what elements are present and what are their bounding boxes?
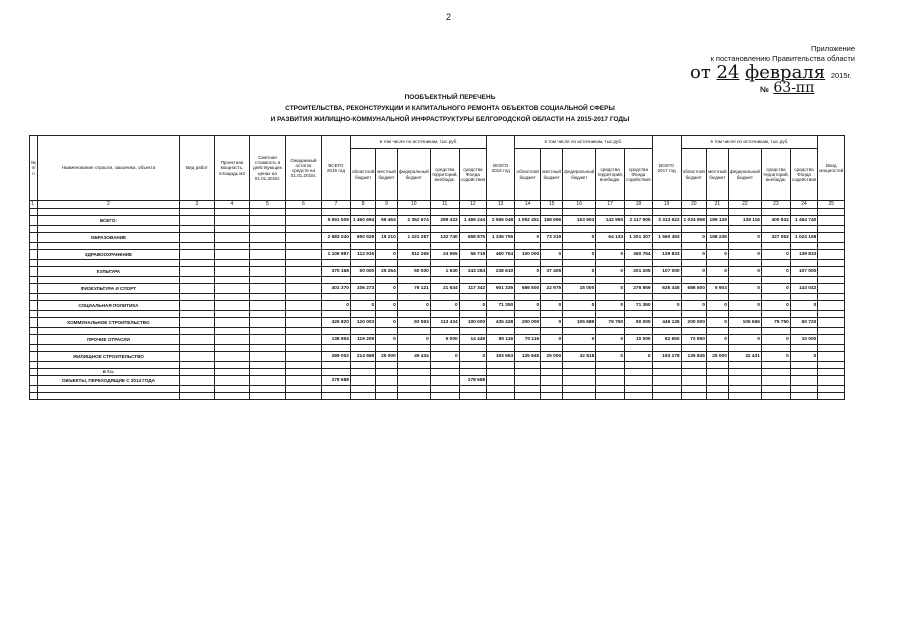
table-row xyxy=(30,250,845,260)
header-regional-2015: областной бюджет xyxy=(350,149,375,201)
value-cell: 0 xyxy=(728,267,761,277)
value-cell: 193 663 xyxy=(487,352,515,362)
value-cell: 135 845 xyxy=(681,352,706,362)
value-cell: 0 xyxy=(541,318,563,328)
value-cell: 901 335 xyxy=(487,284,515,294)
header-regional-2017: областной бюджет xyxy=(681,149,706,201)
row-label: ВСЕГО: xyxy=(37,216,179,226)
value-cell: 82 650 xyxy=(652,335,681,345)
value-cell: 100 000 xyxy=(515,250,541,260)
value-cell: 10 000 xyxy=(790,335,818,345)
value-cell: 1 034 958 xyxy=(681,216,706,226)
value-cell: 2 683 040 xyxy=(321,233,350,243)
row-label: КУЛЬТУРА xyxy=(37,267,179,277)
value-cell: 400 832 xyxy=(761,216,790,226)
value-cell: 0 xyxy=(681,250,706,260)
header-commission: Ввод мощностей xyxy=(818,136,845,201)
header-total-2015: ВСЕГО 2015 год xyxy=(321,136,350,201)
value-cell: 0 xyxy=(790,352,818,362)
value-cell: 201 205 xyxy=(625,267,653,277)
header-extra-2016: средства территорий, внебюдж. xyxy=(596,149,625,201)
header-expected-balance: Ожидаемый остаток средств на 01.01.2015г. xyxy=(285,136,321,201)
value-cell: 139 833 xyxy=(652,250,681,260)
value-cell: 299 433 xyxy=(430,216,459,226)
header-name: Наименование отрасли, заказчика, объекта xyxy=(37,136,179,201)
value-cell: 25 254 xyxy=(376,267,398,277)
value-cell: 0 xyxy=(761,352,790,362)
value-cell: 50 000 xyxy=(397,267,430,277)
value-cell: 327 062 xyxy=(761,233,790,243)
value-cell: 0 xyxy=(563,301,596,311)
value-cell: 25 000 xyxy=(541,352,563,362)
column-number: 1 xyxy=(30,201,38,209)
value-cell: 0 xyxy=(706,267,728,277)
value-cell: 69 464 xyxy=(376,216,398,226)
resolution-number xyxy=(760,80,815,96)
value-cell: 276 859 xyxy=(625,284,653,294)
header-regional-2016: областной бюджет xyxy=(515,149,541,201)
value-cell: 289 002 xyxy=(321,352,350,362)
value-cell: 0 xyxy=(430,301,459,311)
column-number: 8 xyxy=(350,201,375,209)
value-cell: 686 500 xyxy=(515,284,541,294)
spacer-row xyxy=(30,260,845,267)
value-cell: 0 xyxy=(596,284,625,294)
value-cell: 0 xyxy=(376,318,398,328)
value-cell: 360 764 xyxy=(625,250,653,260)
column-number: 15 xyxy=(541,201,563,209)
title-line-3: И РАЗВИТИЯ ЖИЛИЩНО-КОММУНАЛЬНОЙ ИНФРАСТРУКТУРЫ БЕЛГОРОДСКОЙ ОБЛАСТИ НА 2015-2017 ГОДЫ xyxy=(270,116,630,123)
value-cell: 143 042 xyxy=(790,284,818,294)
table-row xyxy=(30,318,845,328)
value-cell: 0 xyxy=(728,335,761,345)
value-cell: 158 236 xyxy=(706,233,728,243)
value-cell: 5 903 xyxy=(706,284,728,294)
title-line-2: СТРОИТЕЛЬСТВА, РЕКОНСТРУКЦИИ И КАПИТАЛЬНОГО РЕМОНТА ОБЪЕКТОВ СОЦИАЛЬНОЙ СФЕРЫ xyxy=(285,105,615,112)
value-cell: 49 434 xyxy=(397,352,430,362)
value-cell: 0 xyxy=(563,250,596,260)
value-cell: 2 555 048 xyxy=(487,216,515,226)
column-number: 20 xyxy=(681,201,706,209)
value-cell: 0 xyxy=(761,335,790,345)
transit-label: ОБЪЕКТЫ, ПЕРЕХОДЯЩИЕ С 2014 ГОДА xyxy=(37,376,179,386)
value-cell: 1 469 244 xyxy=(459,216,487,226)
table-row xyxy=(30,335,845,345)
table-body xyxy=(30,209,845,400)
value-cell: 0 xyxy=(625,352,653,362)
header-estimated-cost: Сметная стоимость в действующих ценах на 01.01.2015г. xyxy=(249,136,285,201)
value-cell: 0 xyxy=(596,250,625,260)
value-cell: 79 750 xyxy=(761,318,790,328)
value-cell: 0 xyxy=(728,301,761,311)
row-label: СОЦИАЛЬНАЯ ПОЛИТИКА xyxy=(37,301,179,311)
value-cell: 446 135 xyxy=(652,318,681,328)
row-label: ЖИЛИЩНОЕ СТРОИТЕЛЬСТВО xyxy=(37,352,179,362)
value-cell: 0 xyxy=(681,267,706,277)
value-cell: 0 xyxy=(563,233,596,243)
row-label: КОММУНАЛЬНОЕ СТРОИТЕЛЬСТВО xyxy=(37,318,179,328)
value-cell: 1 460 694 xyxy=(350,216,375,226)
header-federal-2015: федеральный бюджет xyxy=(397,149,430,201)
value-cell: 401 370 xyxy=(321,284,350,294)
value-cell: 64 133 xyxy=(596,233,625,243)
value-cell: 50 000 xyxy=(625,318,653,328)
column-number: 5 xyxy=(249,201,285,209)
header-federal-2017: федеральный бюджет xyxy=(728,149,761,201)
header-fund-2015: средства Фонда содействия xyxy=(459,149,487,201)
value-cell: 10 000 xyxy=(625,335,653,345)
column-number: 2 xyxy=(37,201,179,209)
header-local-2017: местный бюджет xyxy=(706,149,728,201)
value-cell: 1 024 168 xyxy=(790,233,818,243)
value-cell: 0 xyxy=(459,352,487,362)
spacer-row xyxy=(30,311,845,318)
value-cell: 0 xyxy=(706,335,728,345)
value-cell: 15 000 xyxy=(563,284,596,294)
spacer-row xyxy=(30,294,845,301)
value-cell: 1 630 xyxy=(430,267,459,277)
header-extra-2017: средства территорий, внебюдж. xyxy=(761,149,790,201)
value-cell: 0 xyxy=(681,233,706,243)
value-cell: 0 xyxy=(761,284,790,294)
column-number: 7 xyxy=(321,201,350,209)
value-cell: 0 xyxy=(397,335,430,345)
column-number: 4 xyxy=(214,201,249,209)
spacer-row xyxy=(30,226,845,233)
header-total-2017: ВСЕГО 2017 год xyxy=(652,136,681,201)
value-cell: 0 xyxy=(728,284,761,294)
table-row xyxy=(30,233,845,243)
value-cell: 1 221 287 xyxy=(397,233,430,243)
column-number: 21 xyxy=(706,201,728,209)
value-cell: 243 284 xyxy=(459,267,487,277)
value-cell: 0 xyxy=(596,301,625,311)
header-sources-2017: в том числе по источникам, тыс.руб. xyxy=(681,136,818,149)
value-cell: 0 xyxy=(761,301,790,311)
value-cell: 80 116 xyxy=(487,335,515,345)
title-line-1: ПООБЪЕКТНЫЙ ПЕРЕЧЕНЬ xyxy=(404,94,496,101)
value-cell: 5 691 509 xyxy=(321,216,350,226)
appendix-block xyxy=(620,44,855,64)
table-row xyxy=(30,352,845,362)
value-cell: 635 445 xyxy=(652,284,681,294)
spacer-row xyxy=(30,362,845,369)
value-cell: 37 405 xyxy=(541,267,563,277)
value-cell: 14 445 xyxy=(459,335,487,345)
header-local-2015: местный бюджет xyxy=(376,149,398,201)
header-federal-2016: федеральный бюджет xyxy=(563,149,596,201)
header-work-type: Вид работ xyxy=(179,136,214,201)
appendix-resolution: к постановлению Правительства области xyxy=(710,54,855,63)
value-cell: 119 209 xyxy=(350,335,375,345)
value-cell: 238 610 xyxy=(487,267,515,277)
value-cell: 71 350 xyxy=(487,301,515,311)
value-cell: 0 xyxy=(376,250,398,260)
value-cell: 0 xyxy=(596,335,625,345)
value-cell: 138 954 xyxy=(321,335,350,345)
value-cell: 214 568 xyxy=(350,352,375,362)
value-cell: 0 xyxy=(397,301,430,311)
value-cell: 426 820 xyxy=(321,318,350,328)
column-number: 11 xyxy=(430,201,459,209)
value-cell: 1 106 887 xyxy=(321,250,350,260)
value-cell: 0 xyxy=(376,284,398,294)
row-label: ФИЗКУЛЬТУРА И СПОРТ xyxy=(37,284,179,294)
value-cell: 0 xyxy=(515,267,541,277)
value-cell: 650 528 xyxy=(350,233,375,243)
column-number: 10 xyxy=(397,201,430,209)
value-cell: 0 xyxy=(563,267,596,277)
column-number: 22 xyxy=(728,201,761,209)
table-row xyxy=(30,267,845,277)
header-sources-2016: в том числе по источникам, тыс.руб. xyxy=(515,136,652,149)
value-cell: 460 764 xyxy=(487,250,515,260)
spacer-row xyxy=(30,243,845,250)
value-cell: 107 000 xyxy=(790,267,818,277)
value-cell: 24 955 xyxy=(430,250,459,260)
value-cell: 79 750 xyxy=(596,318,625,328)
value-cell: 435 438 xyxy=(487,318,515,328)
column-number: 14 xyxy=(515,201,541,209)
value-cell: 19 210 xyxy=(376,233,398,243)
value-cell: 0 xyxy=(321,301,350,311)
table-row xyxy=(30,284,845,294)
number-prefix: № xyxy=(760,85,769,94)
value-cell: 117 342 xyxy=(459,284,487,294)
value-cell: 0 xyxy=(596,352,625,362)
header-num: № п/п xyxy=(30,136,38,201)
value-cell: 0 xyxy=(459,301,487,311)
row-label: ПРОЧИЕ ОТРАСЛИ xyxy=(37,335,179,345)
column-number: 25 xyxy=(818,201,845,209)
value-cell: 0 xyxy=(350,301,375,311)
column-number: 6 xyxy=(285,201,321,209)
value-cell: 193 278 xyxy=(652,352,681,362)
column-number: 16 xyxy=(563,201,596,209)
value-cell: 32 818 xyxy=(563,352,596,362)
value-cell: 5 000 xyxy=(430,335,459,345)
value-cell: 370 168 xyxy=(321,267,350,277)
value-cell: 105 688 xyxy=(563,318,596,328)
value-cell: 120 003 xyxy=(350,318,375,328)
value-cell: 50 000 xyxy=(350,267,375,277)
column-number: 9 xyxy=(376,201,398,209)
value-cell: 106 273 xyxy=(350,284,375,294)
value-cell: 0 xyxy=(728,233,761,243)
header-extra-2015: средства территорий, внебюдж. xyxy=(430,149,459,201)
value-cell: 72 650 xyxy=(681,335,706,345)
value-cell: 0 xyxy=(681,301,706,311)
value-cell: 100 000 xyxy=(459,318,487,328)
table-row xyxy=(30,216,845,226)
column-number: 19 xyxy=(652,201,681,209)
column-number: 12 xyxy=(459,201,487,209)
value-cell: 153 503 xyxy=(563,216,596,226)
value-cell: 1 092 451 xyxy=(515,216,541,226)
row-label: ОБРАЗОВАНИЕ xyxy=(37,233,179,243)
transit-total-2015: 278 688 xyxy=(321,376,350,386)
spacer-row xyxy=(30,393,845,400)
date-month: февраля xyxy=(745,62,826,83)
value-cell: 0 xyxy=(596,267,625,277)
value-cell: 60 720 xyxy=(790,318,818,328)
value-cell: 0 xyxy=(515,301,541,311)
header-total-2016: ВСЕГО 2016 год xyxy=(487,136,515,201)
value-cell: 0 xyxy=(376,301,398,311)
value-cell: 200 000 xyxy=(515,318,541,328)
value-cell: 25 000 xyxy=(376,352,398,362)
date-year: 2015г. xyxy=(830,71,852,80)
date-day: 24 xyxy=(716,62,740,83)
value-cell: 0 xyxy=(728,250,761,260)
value-cell: 189 139 xyxy=(706,216,728,226)
value-cell: 56 718 xyxy=(459,250,487,260)
value-cell: 0 xyxy=(790,301,818,311)
row-label: ЗДРАВООХРАНЕНИЕ xyxy=(37,250,179,260)
value-cell: 107 000 xyxy=(652,267,681,277)
value-cell: 2 117 505 xyxy=(625,216,653,226)
column-number: 3 xyxy=(179,201,214,209)
value-cell: 0 xyxy=(706,250,728,260)
value-cell: 71 350 xyxy=(625,301,653,311)
transit-fund-2015: 278 688 xyxy=(459,376,487,386)
header-sources-2015: в том числе по источникам, тыс.руб. xyxy=(350,136,486,149)
number-value: 63-пп xyxy=(773,80,815,96)
value-cell: 0 xyxy=(541,335,563,345)
value-cell: 2 352 674 xyxy=(397,216,430,226)
value-cell: 113 434 xyxy=(430,318,459,328)
value-cell: 686 500 xyxy=(681,284,706,294)
object-list-table xyxy=(29,135,845,400)
spacer-row xyxy=(30,386,845,393)
value-cell: 0 xyxy=(541,301,563,311)
page-number: 2 xyxy=(446,12,452,22)
value-cell: 21 634 xyxy=(430,284,459,294)
value-cell: 158 696 xyxy=(541,216,563,226)
value-cell: 1 336 755 xyxy=(487,233,515,243)
appendix-title: Приложение xyxy=(811,44,855,53)
value-cell: 0 xyxy=(706,318,728,328)
note-label: в т.ч. xyxy=(37,369,179,376)
column-number: 13 xyxy=(487,201,515,209)
note-row xyxy=(30,369,845,376)
value-cell: 200 000 xyxy=(681,318,706,328)
value-cell: 25 000 xyxy=(706,352,728,362)
value-cell: 73 319 xyxy=(541,233,563,243)
spacer-row xyxy=(30,277,845,284)
value-cell: 1 560 493 xyxy=(652,233,681,243)
column-numbers-row xyxy=(30,201,845,209)
header-fund-2016: средства Фонда содействия xyxy=(625,149,653,201)
column-number: 18 xyxy=(625,201,653,209)
value-cell: 0 xyxy=(706,301,728,311)
value-cell: 0 xyxy=(541,250,563,260)
value-cell: 22 975 xyxy=(541,284,563,294)
value-cell: 3 313 622 xyxy=(652,216,681,226)
value-cell: 912 269 xyxy=(397,250,430,260)
value-cell: 139 833 xyxy=(790,250,818,260)
value-cell: 0 xyxy=(761,267,790,277)
table-row xyxy=(30,301,845,311)
value-cell: 135 845 xyxy=(515,352,541,362)
value-cell: 76 121 xyxy=(397,284,430,294)
value-cell: 32 431 xyxy=(728,352,761,362)
date-prefix: от xyxy=(690,62,711,83)
value-cell: 0 xyxy=(515,233,541,243)
column-number: 17 xyxy=(596,201,625,209)
header-fund-2017: средства Фонда содействия xyxy=(790,149,818,201)
value-cell: 0 xyxy=(376,335,398,345)
header-local-2016: местный бюджет xyxy=(541,149,563,201)
value-cell: 1 464 740 xyxy=(790,216,818,226)
value-cell: 0 xyxy=(761,250,790,260)
value-cell: 112 915 xyxy=(350,250,375,260)
header-capacity: Проектная мощность, площадь м2 xyxy=(214,136,249,201)
value-cell: 142 993 xyxy=(596,216,625,226)
transit-row xyxy=(30,376,845,386)
value-cell: 0 xyxy=(430,352,459,362)
spacer-row xyxy=(30,328,845,335)
value-cell: 1 201 307 xyxy=(625,233,653,243)
value-cell: 132 740 xyxy=(430,233,459,243)
document-title xyxy=(200,92,700,125)
value-cell: 105 665 xyxy=(728,318,761,328)
spacer-row xyxy=(30,209,845,216)
column-number: 24 xyxy=(790,201,818,209)
value-cell: 0 xyxy=(563,335,596,345)
spacer-row xyxy=(30,345,845,352)
value-cell: 658 875 xyxy=(459,233,487,243)
value-cell: 138 116 xyxy=(728,216,761,226)
column-number: 23 xyxy=(761,201,790,209)
value-cell: 0 xyxy=(652,301,681,311)
value-cell: 92 593 xyxy=(397,318,430,328)
value-cell: 70 116 xyxy=(515,335,541,345)
